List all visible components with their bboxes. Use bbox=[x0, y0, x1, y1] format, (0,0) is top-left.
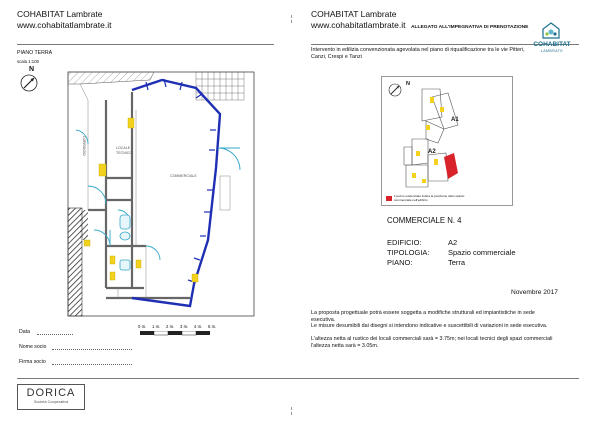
member-signature-label: Firma socio bbox=[19, 359, 46, 365]
key-label-a2: A2 bbox=[428, 149, 436, 155]
info-value-floor: Terra bbox=[448, 258, 466, 267]
info-key-type: TIPOLOGIA: bbox=[387, 248, 430, 257]
scale-label: scala 1:100 bbox=[17, 59, 39, 64]
intro-text: Intervento in edilizia convenzionata agevolata nel piano di riqualificazione tra le vie Pitteri, Canzi, Crespi e Tanzi bbox=[311, 47, 525, 60]
attachment-label: ALLEGATO ALL'IMPEGNATIVA DI PRENOTAZIONE bbox=[411, 25, 529, 30]
left-url[interactable]: www.cohabitatlambrate.it bbox=[17, 20, 112, 30]
info-value-building: A2 bbox=[448, 238, 458, 247]
right-brand: COHABITAT Lambrate bbox=[311, 9, 397, 19]
key-legend-swatch bbox=[386, 196, 392, 201]
key-plan bbox=[381, 76, 513, 206]
floor-plan bbox=[66, 70, 256, 318]
room-label-corridor: CORRIDOIO bbox=[82, 136, 86, 156]
note-measures: Le misure desumibili dai disegni si intendono indicative e suscettibili di variazioni in sede esecutiva. bbox=[311, 323, 548, 329]
member-signature-field[interactable] bbox=[52, 364, 132, 365]
logo-word-2: LAMBRATE bbox=[540, 49, 564, 53]
note-heights: L'altezza netta al rustico dei locali commerciali sarà = 3.75m; nei locali tecnici degli spazi commerciali l'altezza netta sarà = 3.05m. bbox=[311, 336, 553, 349]
scale-tick-1: 1 m. bbox=[152, 324, 161, 329]
fold-mark-bottom bbox=[291, 407, 293, 415]
footer-rule bbox=[17, 378, 579, 379]
info-value-type: Spazio commerciale bbox=[448, 248, 516, 257]
scale-tick-5: 5 m. bbox=[208, 324, 217, 329]
dorica-logo-name: DORICA bbox=[26, 387, 76, 399]
key-label-a1: A1 bbox=[451, 117, 459, 123]
scale-tick-3: 3 m. bbox=[180, 324, 189, 329]
logo-word-1: COHABITAT bbox=[533, 41, 571, 48]
date-field[interactable] bbox=[37, 334, 73, 335]
left-header-rule bbox=[17, 44, 274, 45]
member-name-label: Nome socio bbox=[19, 344, 47, 350]
unit-title: COMMERCIALE N. 4 bbox=[387, 216, 462, 225]
key-north-letter: N bbox=[406, 81, 410, 87]
right-url[interactable]: www.cohabitatlambrate.it bbox=[311, 20, 406, 30]
north-letter: N bbox=[29, 66, 35, 73]
key-legend-text: il pezzo evidenziato indica la posizione dello spazio commerciale nell'edificio bbox=[394, 194, 465, 202]
scale-tick-0: 0 m. bbox=[138, 324, 147, 329]
dorica-logo-sub: Società Cooperativa bbox=[33, 400, 69, 404]
dorica-logo bbox=[17, 384, 85, 410]
room-label-technical-1: LOCALE bbox=[116, 146, 131, 150]
scale-tick-2: 2 m. bbox=[166, 324, 175, 329]
info-key-building: EDIFICIO: bbox=[387, 238, 422, 247]
room-label-commercial: COMMERCIALE bbox=[170, 174, 197, 178]
date-label: Data bbox=[19, 329, 30, 335]
info-key-floor: PIANO: bbox=[387, 258, 413, 267]
room-label-technical-2: TECNICO bbox=[116, 151, 133, 155]
date-text: Novembre 2017 bbox=[511, 289, 558, 296]
floor-label: PIANO TERRA bbox=[17, 50, 53, 56]
member-name-field[interactable] bbox=[52, 349, 132, 350]
note-structural: La proposta progettuale potrà essere soggetta a modifiche strutturali ed impiantistiche in sede esecutiva. bbox=[311, 310, 535, 323]
cohabitat-logo bbox=[529, 22, 575, 62]
north-arrow-icon bbox=[18, 70, 42, 94]
scale-tick-4: 4 m. bbox=[194, 324, 203, 329]
scale-bar bbox=[138, 324, 248, 344]
left-brand: COHABITAT Lambrate bbox=[17, 9, 103, 19]
fold-mark-top bbox=[291, 15, 293, 23]
